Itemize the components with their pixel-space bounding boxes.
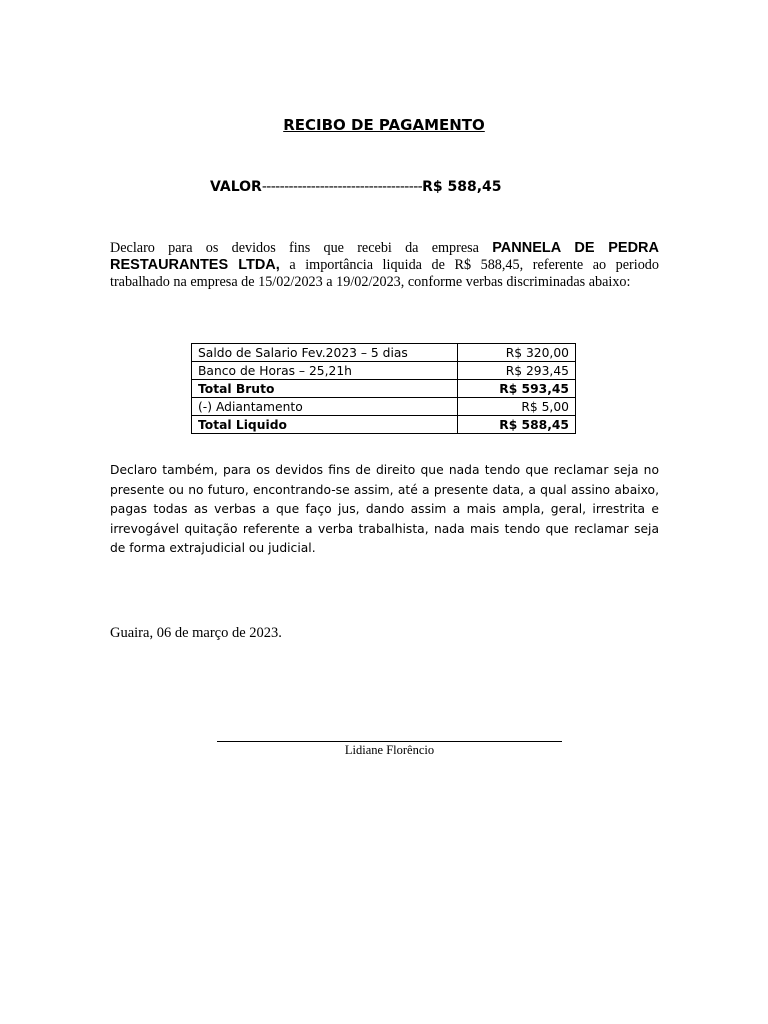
row-amount: R$ 320,00 (458, 344, 576, 362)
declaration-rest: a importância liquida de R$ 588,45, referente ao periodo trabalhado na empresa de 15/02/2023 a 19/02/2023, conforme verbas discriminadas abaixo: (110, 257, 659, 290)
row-amount: R$ 588,45 (458, 416, 576, 434)
document-title: RECIBO DE PAGAMENTO (283, 116, 485, 134)
signature-line (217, 741, 562, 742)
row-description: Saldo de Salario Fev.2023 – 5 dias (192, 344, 458, 362)
row-amount: R$ 293,45 (458, 362, 576, 380)
table-row (192, 344, 576, 362)
value-dashes: ------------------------------------ (261, 179, 423, 195)
payment-table (191, 343, 576, 434)
row-description: Banco de Horas – 25,21h (192, 362, 458, 380)
value-label: VALOR (210, 179, 262, 195)
table-row (192, 398, 576, 416)
value-line (210, 179, 610, 195)
table-row (192, 416, 576, 434)
value-amount: R$ 588,45 (422, 179, 502, 195)
declaration-intro: Declaro para os devidos fins que recebi da empresa (110, 240, 493, 256)
row-amount: R$ 5,00 (458, 398, 576, 416)
signature-name: Lidiane Florêncio (344, 743, 435, 757)
table-row (192, 380, 576, 398)
row-amount: R$ 593,45 (458, 380, 576, 398)
company-name: PANNELA DE PEDRA RESTAURANTES LTDA, (110, 240, 659, 273)
row-description: (-) Adiantamento (192, 398, 458, 416)
declaration-paragraph (110, 240, 659, 291)
row-description: Total Bruto (192, 380, 458, 398)
date-line: Guaira, 06 de março de 2023. (110, 625, 282, 641)
row-description: Total Liquido (192, 416, 458, 434)
second-declaration-paragraph: Declaro também, para os devidos fins de direito que nada tendo que reclamar seja no presente ou no futuro, encontrando-se assim, até a presente data, a qual assino abaixo, pagas todas as verbas a que faço jus, dando assim a mais ampla, geral, irrestrita e irrevogável quitação referente a verba trabalhista, nada mais tendo que reclamar seja de forma extrajudicial ou judicial. (110, 463, 659, 555)
table-row (192, 362, 576, 380)
